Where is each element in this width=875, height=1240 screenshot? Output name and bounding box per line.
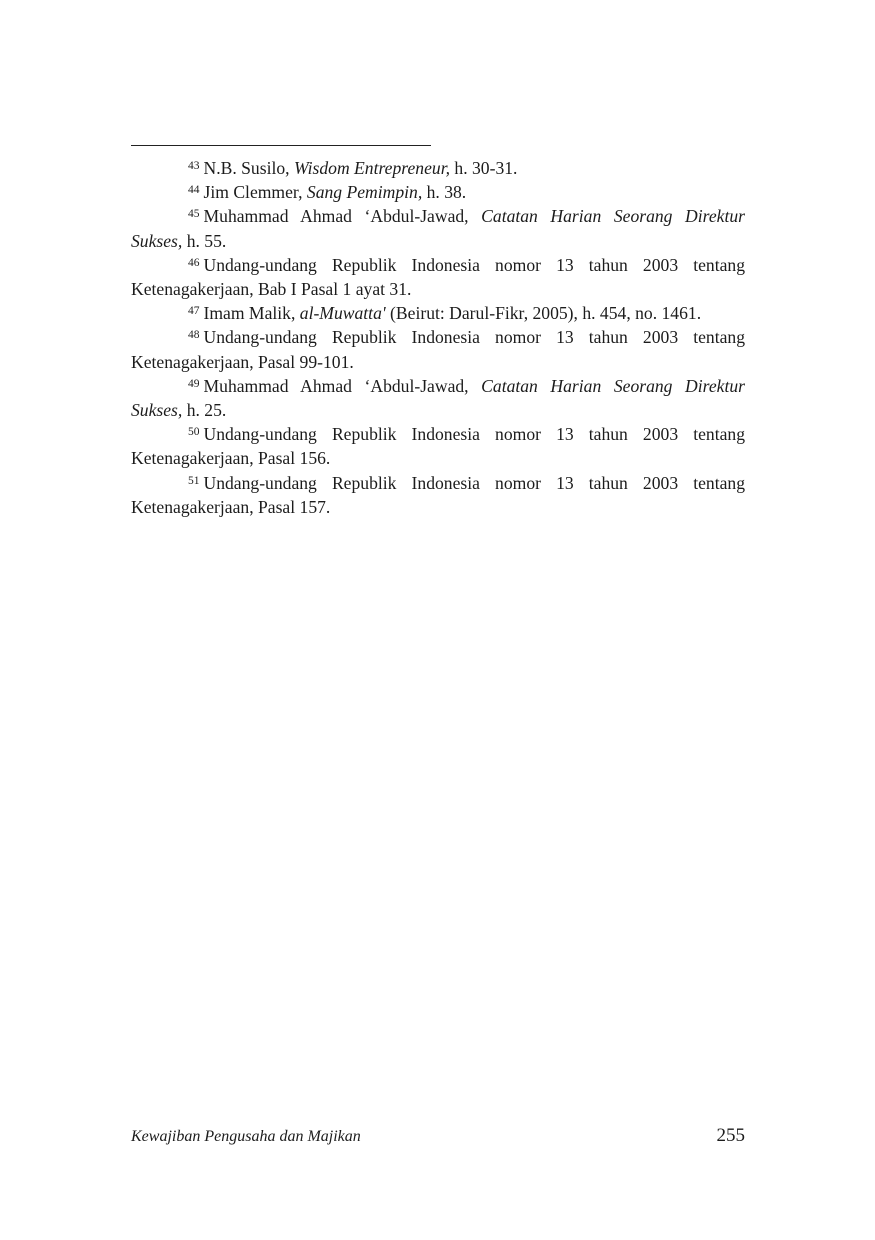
- footnote-number: 44: [188, 184, 200, 197]
- footnote-number: 45: [188, 208, 200, 221]
- footnote-title: Sang Pemimpin,: [306, 182, 423, 203]
- footnote-50: [131, 422, 745, 470]
- footnote-text: h. 25.: [182, 400, 227, 421]
- footnote-text: Undang-undang Republik Indonesia nomor 13 tahun 2003 tentang Ketenagakerjaan, Pasal 99-101.: [131, 327, 745, 372]
- footnote-text: Undang-undang Republik Indonesia nomor 13 tahun 2003 tentang Ketenagakerjaan, Bab I Pasal 1 ayat 31.: [131, 254, 745, 300]
- footnote-47: [131, 301, 745, 325]
- footnotes-section: [131, 156, 745, 519]
- footnote-text: h. 55.: [182, 230, 227, 251]
- footnote-number: 50: [188, 426, 200, 439]
- footnote-title: Catatan Harian Seorang Direktur Sukses,: [131, 206, 745, 251]
- footnote-title: Catatan Harian Seorang Direktur Sukses,: [131, 375, 745, 421]
- footnote-number: 49: [188, 377, 200, 390]
- footnote-title: Wisdom Entrepreneur,: [293, 158, 450, 178]
- footnote-text: Muhammad Ahmad ‘Abdul-Jawad,: [203, 375, 482, 396]
- footnote-44: [131, 180, 745, 204]
- footnote-43: [131, 156, 745, 180]
- footnote-text: Undang-undang Republik Indonesia nomor 13 tahun 2003 tentang Ketenagakerjaan, Pasal 156.: [131, 424, 745, 469]
- page-number: 255: [716, 1125, 745, 1146]
- footnote-46: [131, 253, 745, 301]
- footnote-number: 47: [188, 305, 200, 318]
- footnote-text: h. 30-31.: [450, 158, 518, 178]
- footnote-51: [131, 471, 745, 519]
- footnote-text: Imam Malik,: [203, 303, 300, 324]
- footnote-48: [131, 325, 745, 373]
- page-footer: [131, 1125, 745, 1155]
- footnote-text: Undang-undang Republik Indonesia nomor 13 tahun 2003 tentang Ketenagakerjaan, Pasal 157.: [131, 472, 745, 517]
- footnote-text: (Beirut: Darul-Fikr, 2005), h. 454, no. 1461.: [385, 303, 702, 324]
- footnote-text: N.B. Susilo,: [203, 158, 294, 178]
- footnote-49: [131, 374, 745, 422]
- footnote-number: 48: [188, 329, 200, 342]
- footnote-number: 51: [188, 474, 200, 487]
- footnote-number: 46: [188, 256, 200, 269]
- footnote-number: 43: [188, 160, 200, 172]
- running-title: Kewajiban Pengusaha dan Majikan: [131, 1128, 361, 1145]
- footnote-separator-rule: [131, 145, 431, 146]
- footnote-title: al-Muwatta': [299, 303, 386, 324]
- footnote-text: Jim Clemmer,: [203, 182, 307, 203]
- footnote-45: [131, 204, 745, 252]
- footnote-text: Muhammad Ahmad ‘Abdul-Jawad,: [203, 206, 482, 227]
- footnote-text: h. 38.: [422, 182, 467, 203]
